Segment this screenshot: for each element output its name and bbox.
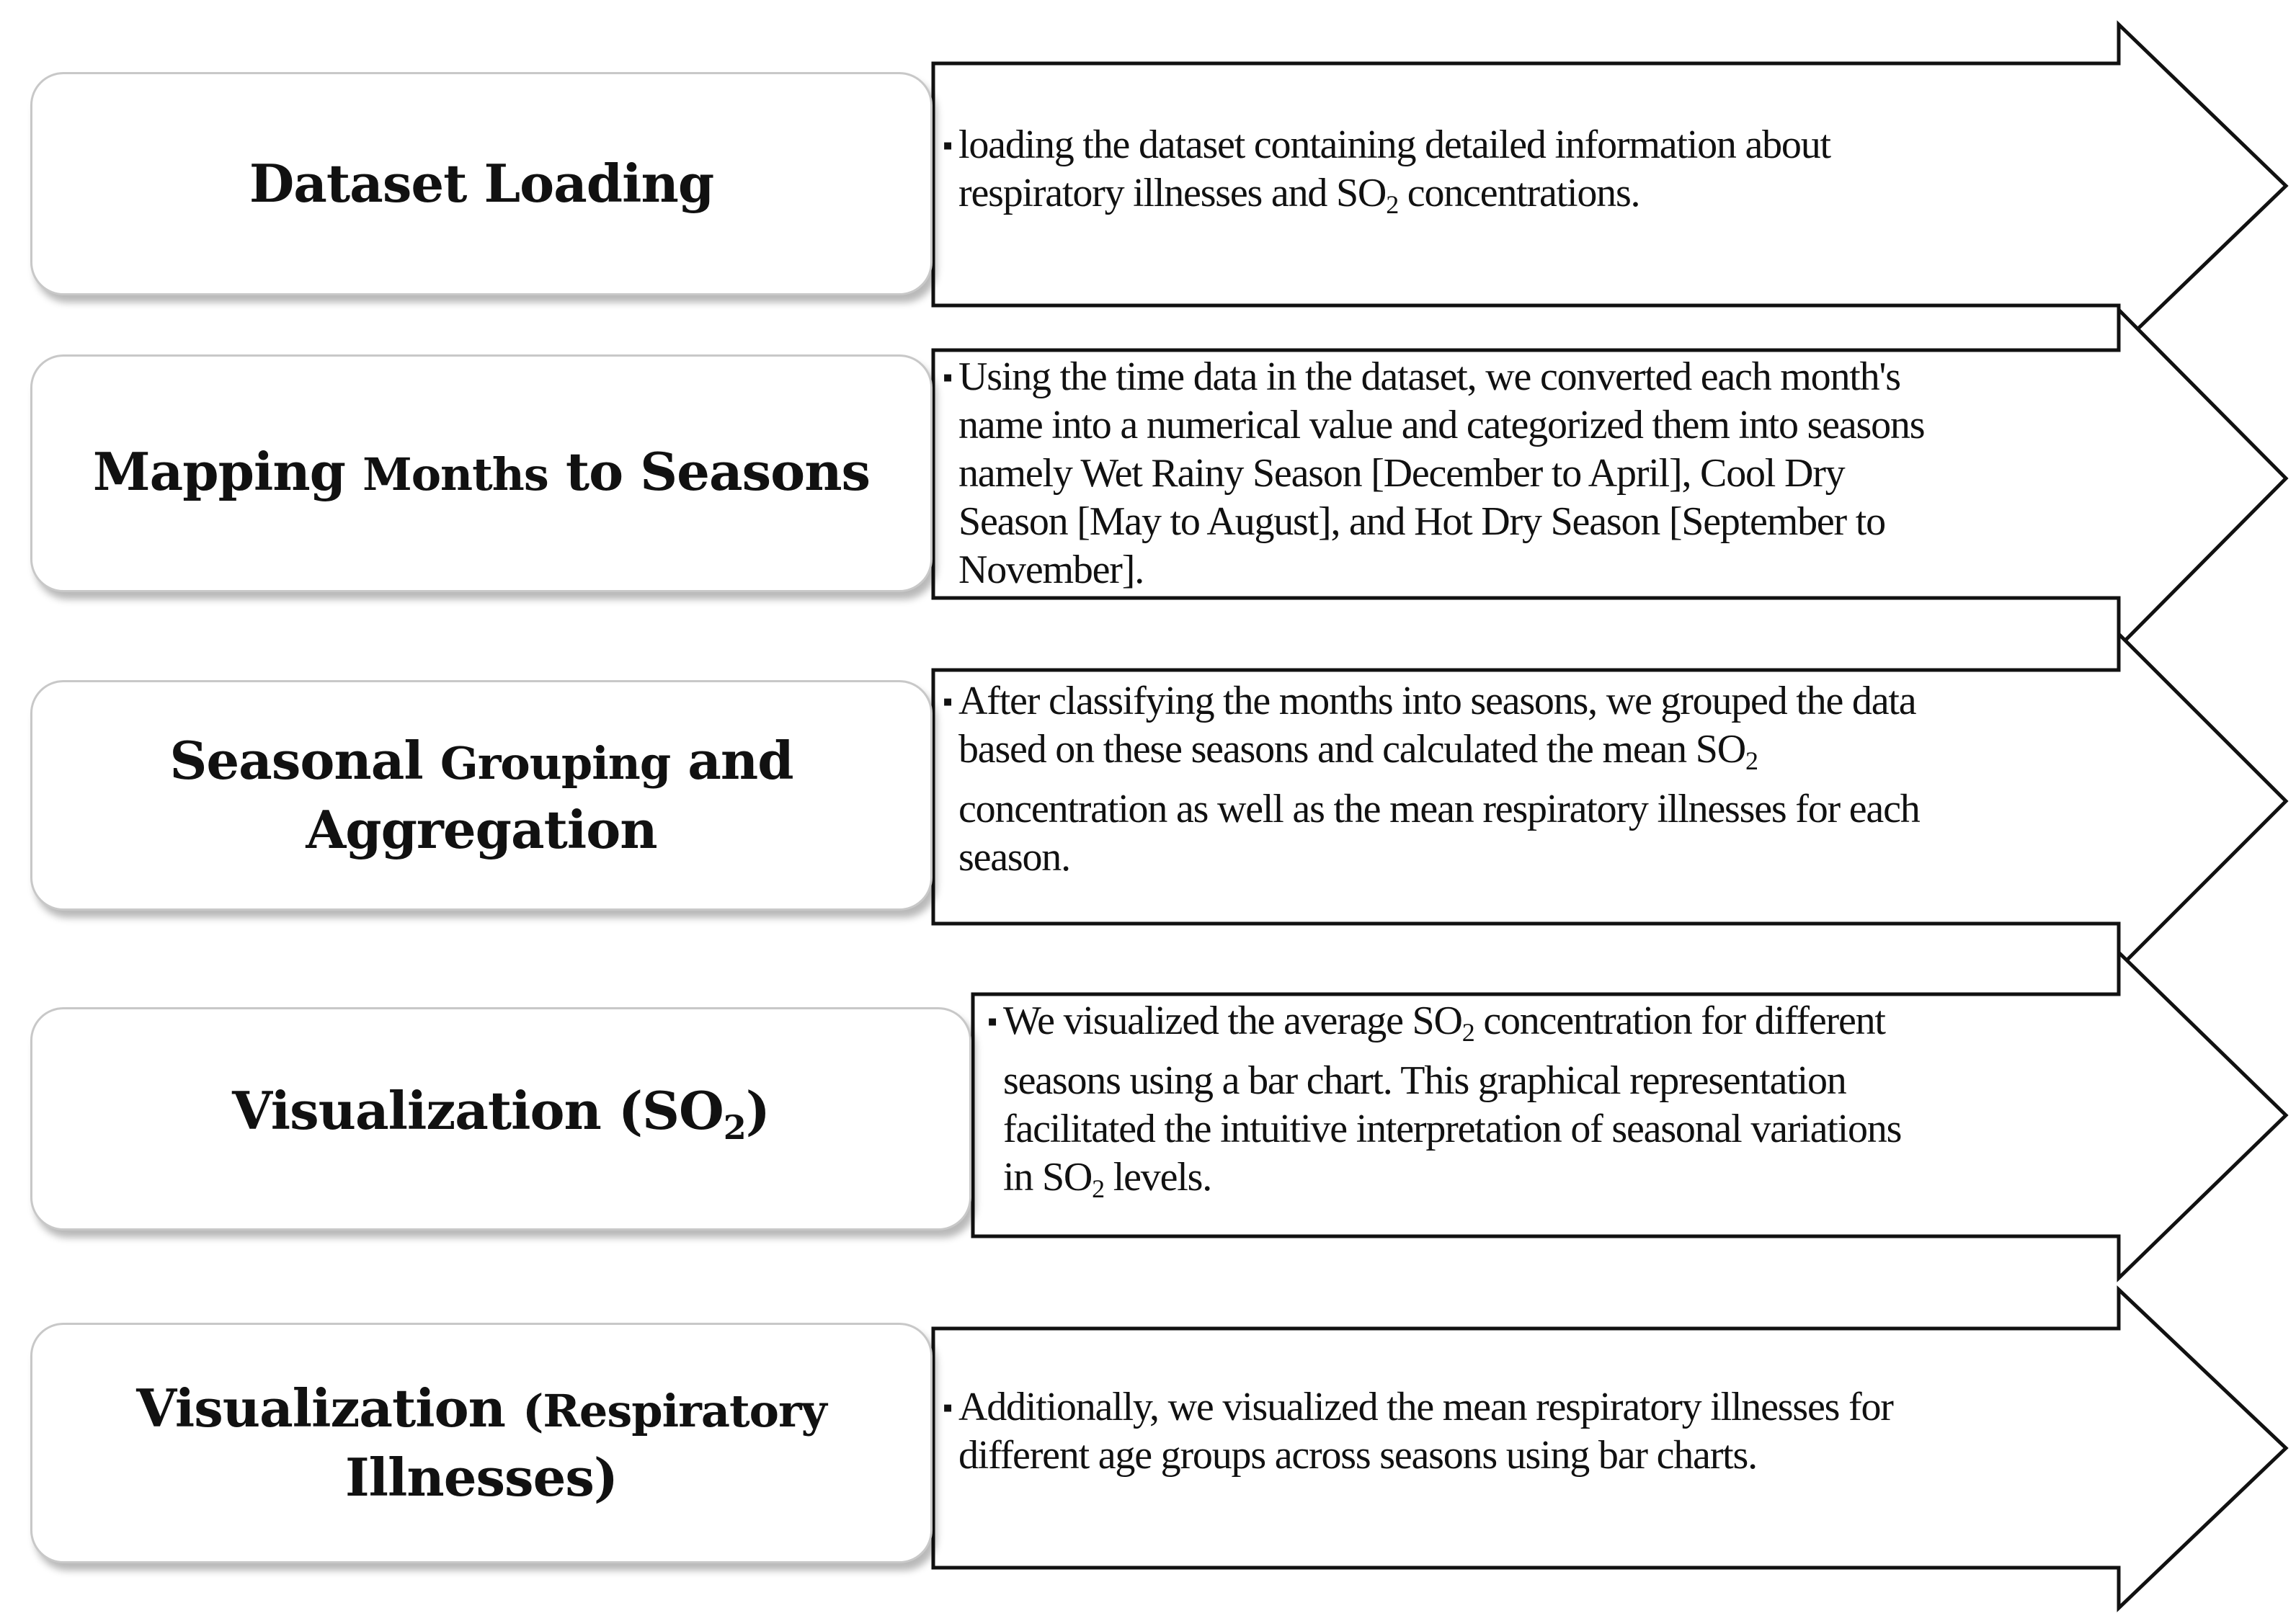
step-3-line-2: based on these seasons and calculated the mean $SO_2$ [958,727,1758,775]
step-2-title: Mapping Months to Seasons [92,441,871,502]
bullet-icon: ▪ [943,685,952,718]
step-3-box [30,680,933,911]
step-1-title: Dataset Loading [249,153,714,214]
bullet-icon: ▪ [943,129,952,161]
step-2-line-5: November]. [958,548,1144,592]
step-3-line-4: season. [958,835,1070,880]
step-4-title: Visualization $(SO_2)$ [232,1079,770,1147]
step-4-description [987,997,2127,1213]
step-2-line-3: namely Wet Rainy Season [December to April], Cool Dry [958,451,1845,496]
step-5-box [30,1323,933,1563]
step-4-box [30,1007,971,1231]
step-3-title-line-2: Aggregation [306,799,657,860]
step-4-line-1: We visualized the average $SO_2$ concentration for different [1003,999,1885,1047]
step-2-box [30,354,933,592]
step-4-line-4: in $SO_2$ levels. [1003,1155,1211,1203]
step-2-line-4: Season [May to August], and Hot Dry Season [September to [958,499,1885,544]
step-2-line-2: name into a numerical value and categorized them into seasons [958,403,1925,447]
step-3-title-line-1: Seasonal Grouping and [169,730,793,791]
bullet-icon: ▪ [943,1391,952,1424]
step-1-box [30,72,933,295]
bullet-icon: ▪ [943,361,952,393]
step-5-title [136,1375,826,1511]
step-3-line-1: After classifying the months into seasons, we grouped the data [958,679,1916,723]
step-4-line-2: seasons using a bar chart. This graphical representation [1003,1058,1846,1103]
step-2-description [943,353,2126,594]
step-3-line-3: concentration as well as the mean respiratory illnesses for each [958,787,1920,831]
step-3-title [169,728,793,863]
step-5-title-line-2: Illnesses) [344,1447,618,1508]
step-2-line-1: Using the time data in the dataset, we converted each month's [958,354,1900,399]
step-5-line-2: different age groups across seasons using bar charts. [958,1433,1757,1478]
step-1-description [943,121,2112,229]
step-1-line-2: respiratory illnesses and $SO_2$ concentrations. [958,171,1640,219]
step-1-line-1: loading the dataset containing detailed information about [958,122,1830,167]
step-5-description [943,1383,2112,1480]
bullet-icon: ▪ [987,1005,997,1037]
step-5-title-line-1: Visualization (Respiratory [136,1377,827,1439]
step-4-line-3: facilitated the intuitive interpretation of seasonal variations [1003,1107,1902,1151]
step-3-description [943,677,2126,882]
step-5-line-1: Additionally, we visualized the mean respiratory illnesses for [958,1385,1893,1429]
